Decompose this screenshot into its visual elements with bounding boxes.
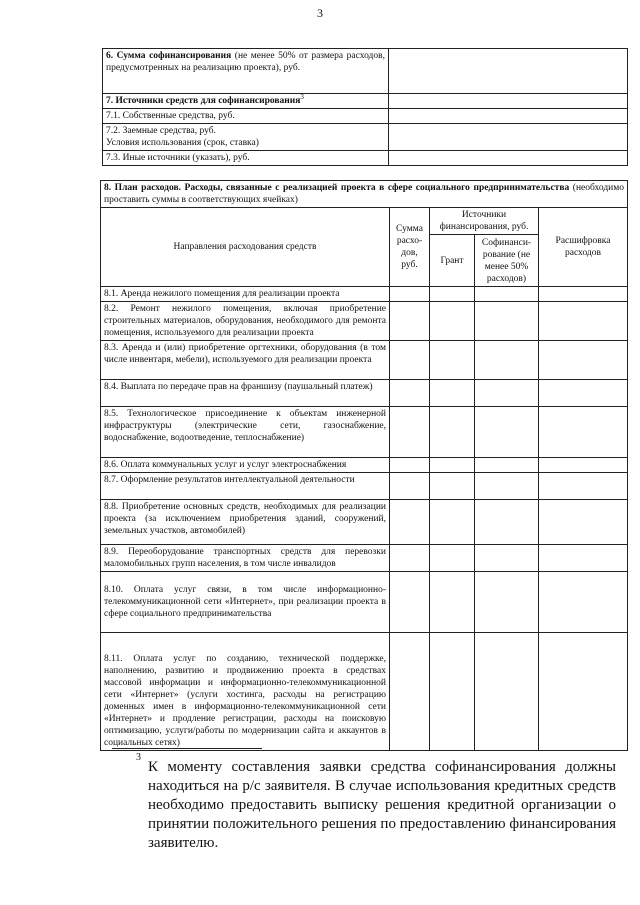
cofinancing-cell[interactable] (475, 341, 539, 380)
sum-cell[interactable] (390, 458, 430, 473)
grant-cell[interactable] (430, 473, 475, 500)
breakdown-cell[interactable] (539, 500, 628, 545)
footnote-divider (112, 748, 262, 749)
grant-cell[interactable] (430, 545, 475, 572)
row-sources-heading: 7. Источники средств для софинансирования$^3$ (103, 94, 389, 109)
row-other-sources: 7.3. Иные источники (указать), руб. (103, 151, 389, 166)
cofinancing-cell[interactable] (475, 500, 539, 545)
sum-cell[interactable] (390, 407, 430, 458)
plan-title: 8. План расходов. Расходы, связанные с реализацией проекта в сфере социального предпринимательства (необходимо проставить суммы в соответствующих ячейках) (101, 181, 628, 208)
expense-row-label: 8.2. Ремонт нежилого помещения, включая приобретение строительных материалов, оборудования, необходимого для ремонта помещения, используемого для реализации проекта (101, 302, 390, 341)
header-sum: Сумма расхо-дов, руб. (390, 208, 430, 287)
cofinancing-cell[interactable] (475, 380, 539, 407)
sum-cell[interactable] (390, 572, 430, 633)
breakdown-cell[interactable] (539, 341, 628, 380)
grant-cell[interactable] (430, 380, 475, 407)
grant-cell[interactable] (430, 633, 475, 751)
value-cell[interactable] (389, 49, 628, 94)
expense-row-label: 8.7. Оформление результатов интеллектуальной деятельности (101, 473, 390, 500)
expense-plan-table (100, 180, 628, 751)
value-cell[interactable] (389, 151, 628, 166)
sum-cell[interactable] (390, 633, 430, 751)
header-cofinancing: Софинанси-рование (не менее 50% расходов) (475, 235, 539, 287)
row-cofinancing-sum: 6. Сумма софинансирования (не менее 50% от размера расходов, предусмотренных на реализацию проекта), руб. (103, 49, 389, 94)
grant-cell[interactable] (430, 287, 475, 302)
cofinancing-cell[interactable] (475, 287, 539, 302)
expense-row-label: 8.3. Аренда и (или) приобретение оргтехники, оборудования (в том числе инвентаря, мебели), используемого для реализации проекта (101, 341, 390, 380)
sum-cell[interactable] (390, 287, 430, 302)
grant-cell[interactable] (430, 572, 475, 633)
sum-cell[interactable] (390, 473, 430, 500)
cofinancing-cell[interactable] (475, 473, 539, 500)
sum-cell[interactable] (390, 545, 430, 572)
expense-row-label: 8.11. Оплата услуг по созданию, технической поддержке, наполнению, развитию и продвижению проекта в средствах массовой информации и информационно-телекоммуникационной сети «Интернет» (услуги хостинга, расходы на регистрацию доменных имен в информационно-телекоммуникационной сети «Интернет» и продление регистрации, расходы на поисковую оптимизацию, услуги/работы по модернизации сайта и аккаунтов в социальных сетях) (101, 633, 390, 751)
header-sources: Источники финансирования, руб. (430, 208, 539, 235)
cofinancing-cell[interactable] (475, 633, 539, 751)
value-cell[interactable] (389, 109, 628, 124)
breakdown-cell[interactable] (539, 287, 628, 302)
row-own-funds: 7.1. Собственные средства, руб. (103, 109, 389, 124)
sum-cell[interactable] (390, 380, 430, 407)
footnote-mark: 3 (136, 752, 141, 763)
expense-row-label: 8.1. Аренда нежилого помещения для реализации проекта (101, 287, 390, 302)
expense-row-label: 8.6. Оплата коммунальных услуг и услуг электроснабжения (101, 458, 390, 473)
breakdown-cell[interactable] (539, 302, 628, 341)
expense-row-label: 8.8. Приобретение основных средств, необходимых для реализации проекта (за исключением приобретения зданий, сооружений, земельных участков, автомобилей) (101, 500, 390, 545)
expense-row-label: 8.10. Оплата услуг связи, в том числе информационно-телекоммуникационной сети «Интернет», при реализации проекта в сфере социального предпринимательства (101, 572, 390, 633)
header-direction: Направления расходования средств (101, 208, 390, 287)
page-number: 3 (317, 6, 323, 20)
value-cell[interactable] (389, 124, 628, 151)
grant-cell[interactable] (430, 341, 475, 380)
cofinancing-cell[interactable] (475, 545, 539, 572)
cofinancing-cell[interactable] (475, 458, 539, 473)
cofinancing-cell[interactable] (475, 572, 539, 633)
breakdown-cell[interactable] (539, 407, 628, 458)
breakdown-cell[interactable] (539, 633, 628, 751)
sum-cell[interactable] (390, 500, 430, 545)
cofinancing-cell[interactable] (475, 407, 539, 458)
footnote-text: К моменту составления заявки средства софинансирования должны находиться на р/с заявителя. В случае использования кредитных средств необходимо предоставить выписку решения кредитной организации о принятии положительного решения по предоставлению финансирования заявителю. (148, 759, 616, 851)
breakdown-cell[interactable] (539, 545, 628, 572)
grant-cell[interactable] (430, 500, 475, 545)
grant-cell[interactable] (430, 458, 475, 473)
breakdown-cell[interactable] (539, 458, 628, 473)
header-grant: Грант (430, 235, 475, 287)
grant-cell[interactable] (430, 407, 475, 458)
sum-cell[interactable] (390, 341, 430, 380)
breakdown-cell[interactable] (539, 572, 628, 633)
expense-row-label: 8.4. Выплата по передаче прав на франшизу (паушальный платеж) (101, 380, 390, 407)
sum-cell[interactable] (390, 302, 430, 341)
breakdown-cell[interactable] (539, 380, 628, 407)
cofinancing-table (102, 48, 628, 166)
value-cell[interactable] (389, 94, 628, 109)
expense-row-label: 8.9. Переоборудование транспортных средств для перевозки маломобильных групп населения, в том числе инвалидов (101, 545, 390, 572)
breakdown-cell[interactable] (539, 473, 628, 500)
row-borrowed-funds: 7.2. Заемные средства, руб. Условия использования (срок, ставка) (103, 124, 389, 151)
header-breakdown: Расшифровка расходов (539, 208, 628, 287)
cofinancing-cell[interactable] (475, 302, 539, 341)
grant-cell[interactable] (430, 302, 475, 341)
expense-row-label: 8.5. Технологическое присоединение к объектам инженерной инфраструктуры (электрические сети, газоснабжение, водоснабжение, водоотведение, теплоснабжение) (101, 407, 390, 458)
